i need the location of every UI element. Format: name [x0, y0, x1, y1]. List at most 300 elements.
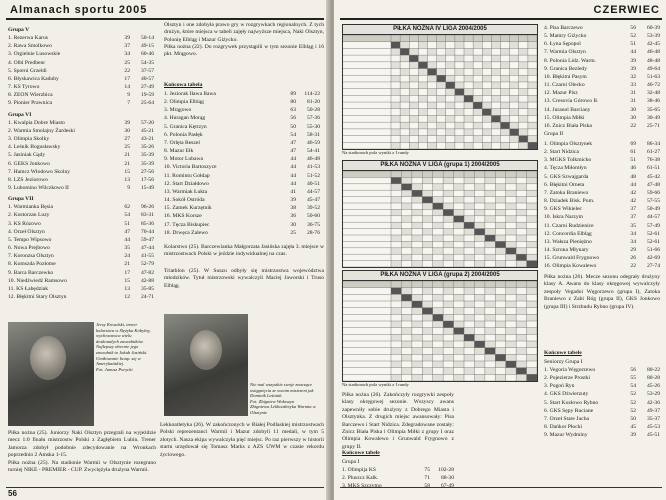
grid-shaded-cell [454, 222, 464, 228]
grid-shaded-cell [491, 95, 500, 102]
standings-row [8, 75, 154, 83]
goals: 46-48 [306, 156, 320, 163]
grid-shaded-cell [527, 354, 537, 361]
goals: 50-49 [646, 206, 660, 213]
grid-shaded-cell [446, 115, 455, 122]
grid-diagonal-cell [418, 62, 427, 69]
grid-shaded-cell [485, 301, 495, 308]
team-name: 4. Pisa Barczewo [544, 25, 583, 31]
goals: 35-39 [140, 160, 154, 167]
standings-row [164, 221, 320, 229]
standings-row [8, 151, 154, 159]
standings-row [8, 293, 154, 301]
district-class-paragraph: Piłka nożna (26). Zakończyły rozgrywki zespoły klasy okręgowej sezonie. Wszyscy awans zapewniły sobie drużyny z Dobrego Miasta i Olsztynka. Z drugich miejsc awansowały: Pisa Barczewo i Start Nidzica. Zdegradowane zostały: Znicz Biała Piska i Olimpia Miłki z grupy I oraz Olimpia Kowalewo i Grunwald Frygnowo z grupy II. [342, 392, 454, 450]
goals: 61-51 [646, 165, 660, 172]
grid-shaded-cell [391, 334, 401, 341]
team-name: 12. Start Działdowo [164, 180, 209, 187]
team-name: 3. Pogoń Ryn [544, 383, 575, 390]
grid-shaded-cell [506, 254, 516, 260]
points: 48 [630, 173, 636, 180]
grid-shaded-cell [485, 288, 495, 295]
standings-row [8, 220, 154, 228]
grid-shaded-cell [422, 229, 432, 235]
goals: 43-21 [140, 136, 154, 143]
points: 71 [424, 475, 430, 482]
goals: 59-47 [140, 236, 154, 243]
grid-shaded-cell [495, 374, 505, 381]
grid-shaded-cell [437, 55, 446, 62]
grid-shaded-cell [482, 115, 491, 122]
points: 56 [630, 25, 636, 31]
grid-shaded-cell [418, 82, 427, 89]
grid-shaded-cell [401, 328, 411, 335]
grid-shaded-cell [443, 301, 453, 308]
coach-caption-text: Jerzy Kowalski, trener kolarstwa w Ślężyku Kobylny, wychowawca wielu doskonałych zawodników. Najlepszy obecnie jego zawodnik to Jakub Jasiński. Umiłowanie licząc się w Amerykańskiej. [96, 322, 151, 367]
grid-shaded-cell [433, 361, 443, 368]
goals: 45-47 [306, 197, 320, 204]
team-name: 2. Rawa Smolkowo [8, 43, 52, 50]
grid-shaded-cell [401, 314, 411, 321]
left-page [0, 0, 330, 500]
grid-shaded-cell [510, 55, 519, 62]
grid-shaded-cell [527, 229, 537, 235]
grid-shaded-cell [446, 89, 455, 96]
points: 9 [127, 92, 130, 99]
points: 52 [630, 407, 636, 414]
goals: 50-28 [306, 107, 320, 114]
goals: 76-38 [646, 157, 660, 164]
goals: 57-36 [306, 115, 320, 122]
grid-diagonal-cell [454, 216, 464, 222]
league5-note: Na stadionach pola wyniki z I rundy [342, 382, 409, 387]
goals: 50-14 [140, 35, 154, 42]
grid-shaded-cell [391, 361, 401, 368]
points: 50 [630, 415, 636, 422]
standings-row [164, 123, 320, 131]
team-name: 8. Dańkor Płocki [544, 424, 583, 431]
grid-diagonal-cell [443, 321, 453, 328]
standings-row [164, 98, 320, 106]
grid-shaded-cell [464, 62, 473, 69]
points: 47 [290, 139, 296, 146]
grid-shaded-cell [401, 341, 411, 348]
grid-shaded-cell [528, 136, 537, 143]
team-name: 12. Concordia Elbląg [544, 230, 592, 237]
points: 37 [124, 43, 130, 50]
team-name: 4. Tęcza Miłomłyn [544, 165, 587, 172]
grid-shaded-cell [433, 321, 443, 328]
points: 34 [630, 238, 636, 245]
grid-shaded-cell [437, 122, 446, 129]
goals: 27-74 [646, 263, 660, 270]
team-name: 7. Orlęta Reszel [164, 139, 200, 146]
grid-shaded-cell [482, 142, 491, 149]
grid-diagonal-cell [422, 197, 432, 203]
group-ii-title: Grupa II [544, 131, 564, 137]
points: 89 [290, 91, 296, 97]
goals: 51-66 [646, 247, 660, 254]
points: 54 [630, 383, 636, 390]
goals: 83-31 [140, 212, 154, 219]
grid-shaded-cell [400, 42, 409, 49]
grid-shaded-cell [510, 42, 519, 49]
grid-shaded-cell [422, 254, 432, 260]
grid-shaded-cell [464, 203, 474, 209]
grid-shaded-cell [482, 102, 491, 109]
grid-shaded-cell [391, 321, 401, 328]
grid-shaded-cell [418, 95, 427, 102]
team-name: 7. Zatoka Braniewo [544, 189, 589, 196]
grid-shaded-cell [474, 308, 484, 315]
grid-shaded-cell [433, 308, 443, 315]
header-rule-right [340, 18, 662, 20]
grid-diagonal-cell [495, 354, 505, 361]
grid-diagonal-cell [516, 254, 526, 260]
team-name: 11. KS Łabędziak [8, 285, 49, 292]
grid-shaded-cell [418, 69, 427, 76]
grid-shaded-cell [474, 321, 484, 328]
goals: 86-34 [646, 141, 660, 147]
team-name: 5. Granica Kętrzyn [164, 123, 207, 130]
points: 15 [124, 168, 130, 175]
team-name: 5. Start Kozłowo Rybno [544, 399, 599, 406]
grid-shaded-cell [495, 248, 505, 254]
points: 47 [290, 148, 296, 155]
grid-shaded-cell [401, 190, 411, 196]
juniors-paragraph: Piłka nożna (25). Juniorzy Naki Olsztyn przegrali na wyjeździe mecz 1:0 finału mistrzostw Polski z Zagłębiem Lubin. Trener Jamorza zdobył podobnie zdecydowanie na Wronkach poprzednio 2 Amska 1-15. [8, 430, 156, 459]
team-name: 2. Olimpia Elbląg [164, 99, 204, 106]
goals: 57-49 [646, 222, 660, 229]
points: 45 [630, 424, 636, 431]
points: 25 [124, 59, 130, 66]
grid-shaded-cell [473, 122, 482, 129]
grid-shaded-cell [391, 115, 400, 122]
goals: 46-48 [646, 49, 660, 56]
grid-shaded-cell [464, 129, 473, 136]
standings-row [164, 180, 320, 188]
grid-shaded-cell [455, 136, 464, 143]
team-name: 9. Motor Lubawa [164, 156, 203, 163]
grid-shaded-cell [391, 48, 400, 55]
grid-shaded-cell [412, 248, 422, 254]
team-name: 3. Olimpia Skolky [8, 136, 50, 143]
goals: 38-46 [646, 98, 660, 105]
grid-shaded-cell [510, 82, 519, 89]
standings-row [544, 197, 660, 205]
team-name: 7. Orzeł Stare Jucha [544, 415, 590, 422]
goals: 60-46 [140, 51, 154, 58]
standings-row [544, 181, 660, 189]
standings-row [8, 184, 154, 192]
grid-diagonal-cell [506, 248, 516, 254]
grid-shaded-cell [454, 348, 464, 355]
grid-shaded-cell [443, 241, 453, 247]
grid-shaded-cell [527, 301, 537, 308]
grid-shaded-cell [491, 69, 500, 76]
grid-shaded-cell [519, 48, 528, 55]
grid-shaded-cell [412, 209, 422, 215]
goals: 25-71 [646, 122, 660, 129]
grid-shaded-cell [519, 75, 528, 82]
goals: 45-51 [646, 432, 660, 439]
grid-shaded-cell [482, 129, 491, 136]
league5-group2-grid [342, 280, 538, 382]
points: 7 [127, 100, 130, 107]
grid-header-row [343, 35, 537, 42]
grid-diagonal-cell [433, 203, 443, 209]
team-name: 4. Orzeł Olsztyn [8, 228, 45, 235]
team-name: 5. Tempo Wipsowo [8, 236, 52, 243]
goals: 57-55 [646, 198, 660, 205]
grid-diagonal-cell [473, 102, 482, 109]
grid-shaded-cell [516, 222, 526, 228]
team-name: 14. Sokół Ostróda [164, 197, 205, 204]
group-heading: Grupa VI [8, 111, 32, 118]
standings-row [8, 176, 154, 184]
standings-row [8, 135, 154, 143]
team-name: 1. Rezerwa Karus [8, 35, 48, 42]
standings-row [164, 139, 320, 147]
grid-diagonal-cell [401, 294, 411, 301]
team-name: 6. GEKS Jonkowo [8, 160, 50, 167]
standings-row [544, 57, 660, 65]
grid-shaded-cell [516, 321, 526, 328]
grid-shaded-cell [391, 142, 400, 149]
final-table-subtitle: Końcowa tabela [164, 82, 203, 88]
athlete-caption [250, 382, 322, 416]
grid-shaded-cell [412, 261, 422, 267]
standings-row [8, 67, 154, 75]
grid-shaded-cell [527, 288, 537, 295]
grid-shaded-cell [464, 142, 473, 149]
points: 75 [424, 467, 430, 473]
team-name: 18. Drwęca Zalewo [164, 229, 208, 236]
grid-shaded-cell [474, 294, 484, 301]
grid-shaded-cell [412, 222, 422, 228]
points: 52 [630, 391, 636, 398]
grid-shaded-cell [433, 209, 443, 215]
grid-shaded-cell [516, 197, 526, 203]
goals: 24-71 [140, 294, 154, 300]
points: 15 [124, 277, 130, 284]
grid-diagonal-cell [446, 82, 455, 89]
goals: 42-36 [646, 399, 660, 406]
standings-row [544, 173, 660, 181]
grid-diagonal-cell [501, 122, 510, 129]
standings-row [164, 212, 320, 220]
grid-shaded-cell [433, 334, 443, 341]
team-name: 5. Jasiniak Gądy [8, 152, 46, 159]
goals: 45-42 [646, 173, 660, 180]
grid-shaded-cell [506, 368, 516, 375]
points: 21 [124, 152, 130, 159]
grid-shaded-cell [433, 374, 443, 381]
grid-diagonal-cell [391, 288, 401, 295]
team-name: 1. Olimpia Olsztynek [544, 141, 593, 147]
team-name: 1. Jeziorak Iława Iława [164, 91, 216, 97]
grid-shaded-cell [433, 261, 443, 267]
grid-shaded-cell [495, 222, 505, 228]
grid-shaded-cell [455, 82, 464, 89]
points: 13 [124, 176, 130, 183]
grid-shaded-cell [516, 308, 526, 315]
standings-row [544, 423, 660, 431]
team-name: 1. Olimpija KS [342, 467, 377, 473]
grid-shaded-cell [528, 55, 537, 62]
goals: 42-88 [140, 277, 154, 284]
standings-row [544, 148, 660, 156]
grid-shaded-cell [391, 129, 400, 136]
grid-diagonal-cell [519, 136, 528, 143]
grid-shaded-cell [485, 229, 495, 235]
standings-row [8, 143, 154, 151]
points: 44 [630, 49, 636, 56]
goals: 15-49 [140, 184, 154, 191]
seniors-standings [544, 366, 660, 439]
grid-shaded-cell [433, 294, 443, 301]
grid-diagonal-cell [527, 374, 537, 381]
points: 38 [290, 205, 296, 212]
grid-diagonal-cell [516, 368, 526, 375]
standings-row [8, 160, 154, 168]
athlete-caption-credit: Fot. Zbigniew Wołoszyn [250, 398, 295, 404]
goals: 41-53 [306, 164, 320, 171]
points: 55 [630, 375, 636, 382]
goals: 19-59 [140, 92, 154, 99]
standings-row [342, 466, 454, 474]
points: 61 [630, 149, 636, 156]
points: 26 [630, 255, 636, 262]
team-name: 13. Warmiak Łukta [164, 188, 208, 195]
points: 44 [290, 164, 296, 171]
grid-shaded-cell [412, 321, 422, 328]
standings-row [544, 140, 660, 148]
points: 44 [290, 180, 296, 187]
points: 35 [630, 222, 636, 229]
goals: 114-22 [304, 91, 320, 97]
team-name: 6. Polonia Pasłęk [164, 131, 203, 138]
goals: 54-35 [140, 59, 154, 66]
grid-shaded-cell [491, 82, 500, 89]
goals: 35-65 [646, 106, 660, 113]
goals: 39-52 [306, 205, 320, 212]
team-name: 9. Pionier Prawnica [8, 100, 52, 107]
goals: 47-44 [140, 245, 154, 252]
grid-shaded-cell [446, 129, 455, 136]
grid-shaded-cell [401, 368, 411, 375]
grid-shaded-cell [412, 374, 422, 381]
grid-shaded-cell [433, 235, 443, 241]
team-name: 9. Lubomino Wilczkowo II [8, 184, 69, 191]
points: 34 [124, 51, 130, 58]
grid-shaded-cell [464, 216, 474, 222]
grid-shaded-cell [391, 75, 400, 82]
grid-shaded-cell [401, 203, 411, 209]
points: 30 [290, 221, 296, 228]
goals: 45-21 [140, 127, 154, 134]
grid-shaded-cell [510, 136, 519, 143]
goals: 30-49 [646, 114, 660, 121]
points: 44 [290, 172, 296, 179]
team-name: 8. ZEON Wierzbica [8, 92, 53, 99]
points: 54 [124, 212, 130, 219]
grid-shaded-cell [495, 197, 505, 203]
standings-row [544, 230, 660, 238]
team-name: 6. Łyna Sępopol [544, 41, 581, 48]
grid-shaded-cell [516, 361, 526, 368]
grid-shaded-cell [400, 95, 409, 102]
grid-shaded-cell [485, 241, 495, 247]
standings-row [8, 244, 154, 252]
points: 39 [630, 432, 636, 439]
grid-header-row [343, 171, 537, 177]
standings-row [544, 431, 660, 439]
points: 39 [630, 65, 636, 72]
grid-shaded-cell [455, 122, 464, 129]
seniors-title: Seniorzy Grupa I [544, 359, 583, 365]
league4-note: Na stadionach pola wyniki z I rundy [342, 150, 409, 155]
points: 44 [630, 181, 636, 188]
grid-shaded-cell [473, 82, 482, 89]
grid-shaded-cell [391, 261, 401, 267]
grid-shaded-cell [391, 248, 401, 254]
grid-shaded-cell [412, 197, 422, 203]
grid-shaded-cell [516, 209, 526, 215]
athlete-photo [164, 314, 248, 416]
grid-diagonal-cell [391, 177, 401, 183]
goals: 46-59 [306, 139, 320, 146]
goals: 47-48 [646, 181, 660, 188]
grid-shaded-cell [401, 216, 411, 222]
team-name: 2. Start Nidzica [544, 149, 579, 156]
grid-shaded-cell [510, 109, 519, 116]
points: 30 [124, 127, 130, 134]
league5-group2-title: PIŁKA NOŻNA V LIGA (grupa 2) 2004/2005 [342, 270, 538, 281]
team-name: 10. Iskra Narzym [544, 214, 583, 221]
grid-shaded-cell [464, 102, 473, 109]
grid-shaded-cell [506, 301, 516, 308]
standings-row [164, 155, 320, 163]
points: 54 [290, 131, 296, 138]
grid-shaded-cell [473, 55, 482, 62]
team-name: 15. Zamek Kurzętnik [164, 205, 212, 212]
points: 30 [630, 114, 636, 121]
grid-shaded-cell [527, 368, 537, 375]
grid-shaded-cell [527, 203, 537, 209]
grid-shaded-cell [527, 341, 537, 348]
grid-diagonal-cell [401, 184, 411, 190]
points: 31 [630, 90, 636, 97]
points: 42 [630, 198, 636, 205]
goals: 27-56 [140, 168, 154, 175]
grid-shaded-cell [495, 348, 505, 355]
grid-shaded-cell [422, 241, 432, 247]
grid-shaded-cell [506, 177, 516, 183]
goals: 17-56 [140, 176, 154, 183]
standings-row [342, 474, 454, 482]
standings-row [8, 83, 154, 91]
goals: 54-41 [306, 148, 320, 155]
football-paragraph: Piłka nożna (22). Do rozgrywek przystąpili w tym sezonie Elbląg i 16 pkt. Mrągowo. [164, 44, 324, 58]
team-name: 15. Olimpia Miłki [544, 114, 585, 121]
standings-row [164, 204, 320, 212]
grid-shaded-cell [495, 321, 505, 328]
standings-row [8, 168, 154, 176]
grid-shaded-cell [474, 348, 484, 355]
team-name: 11. Romintu Gołdap [164, 172, 210, 179]
grid-shaded-cell [474, 248, 484, 254]
grid-shaded-cell [495, 261, 505, 267]
